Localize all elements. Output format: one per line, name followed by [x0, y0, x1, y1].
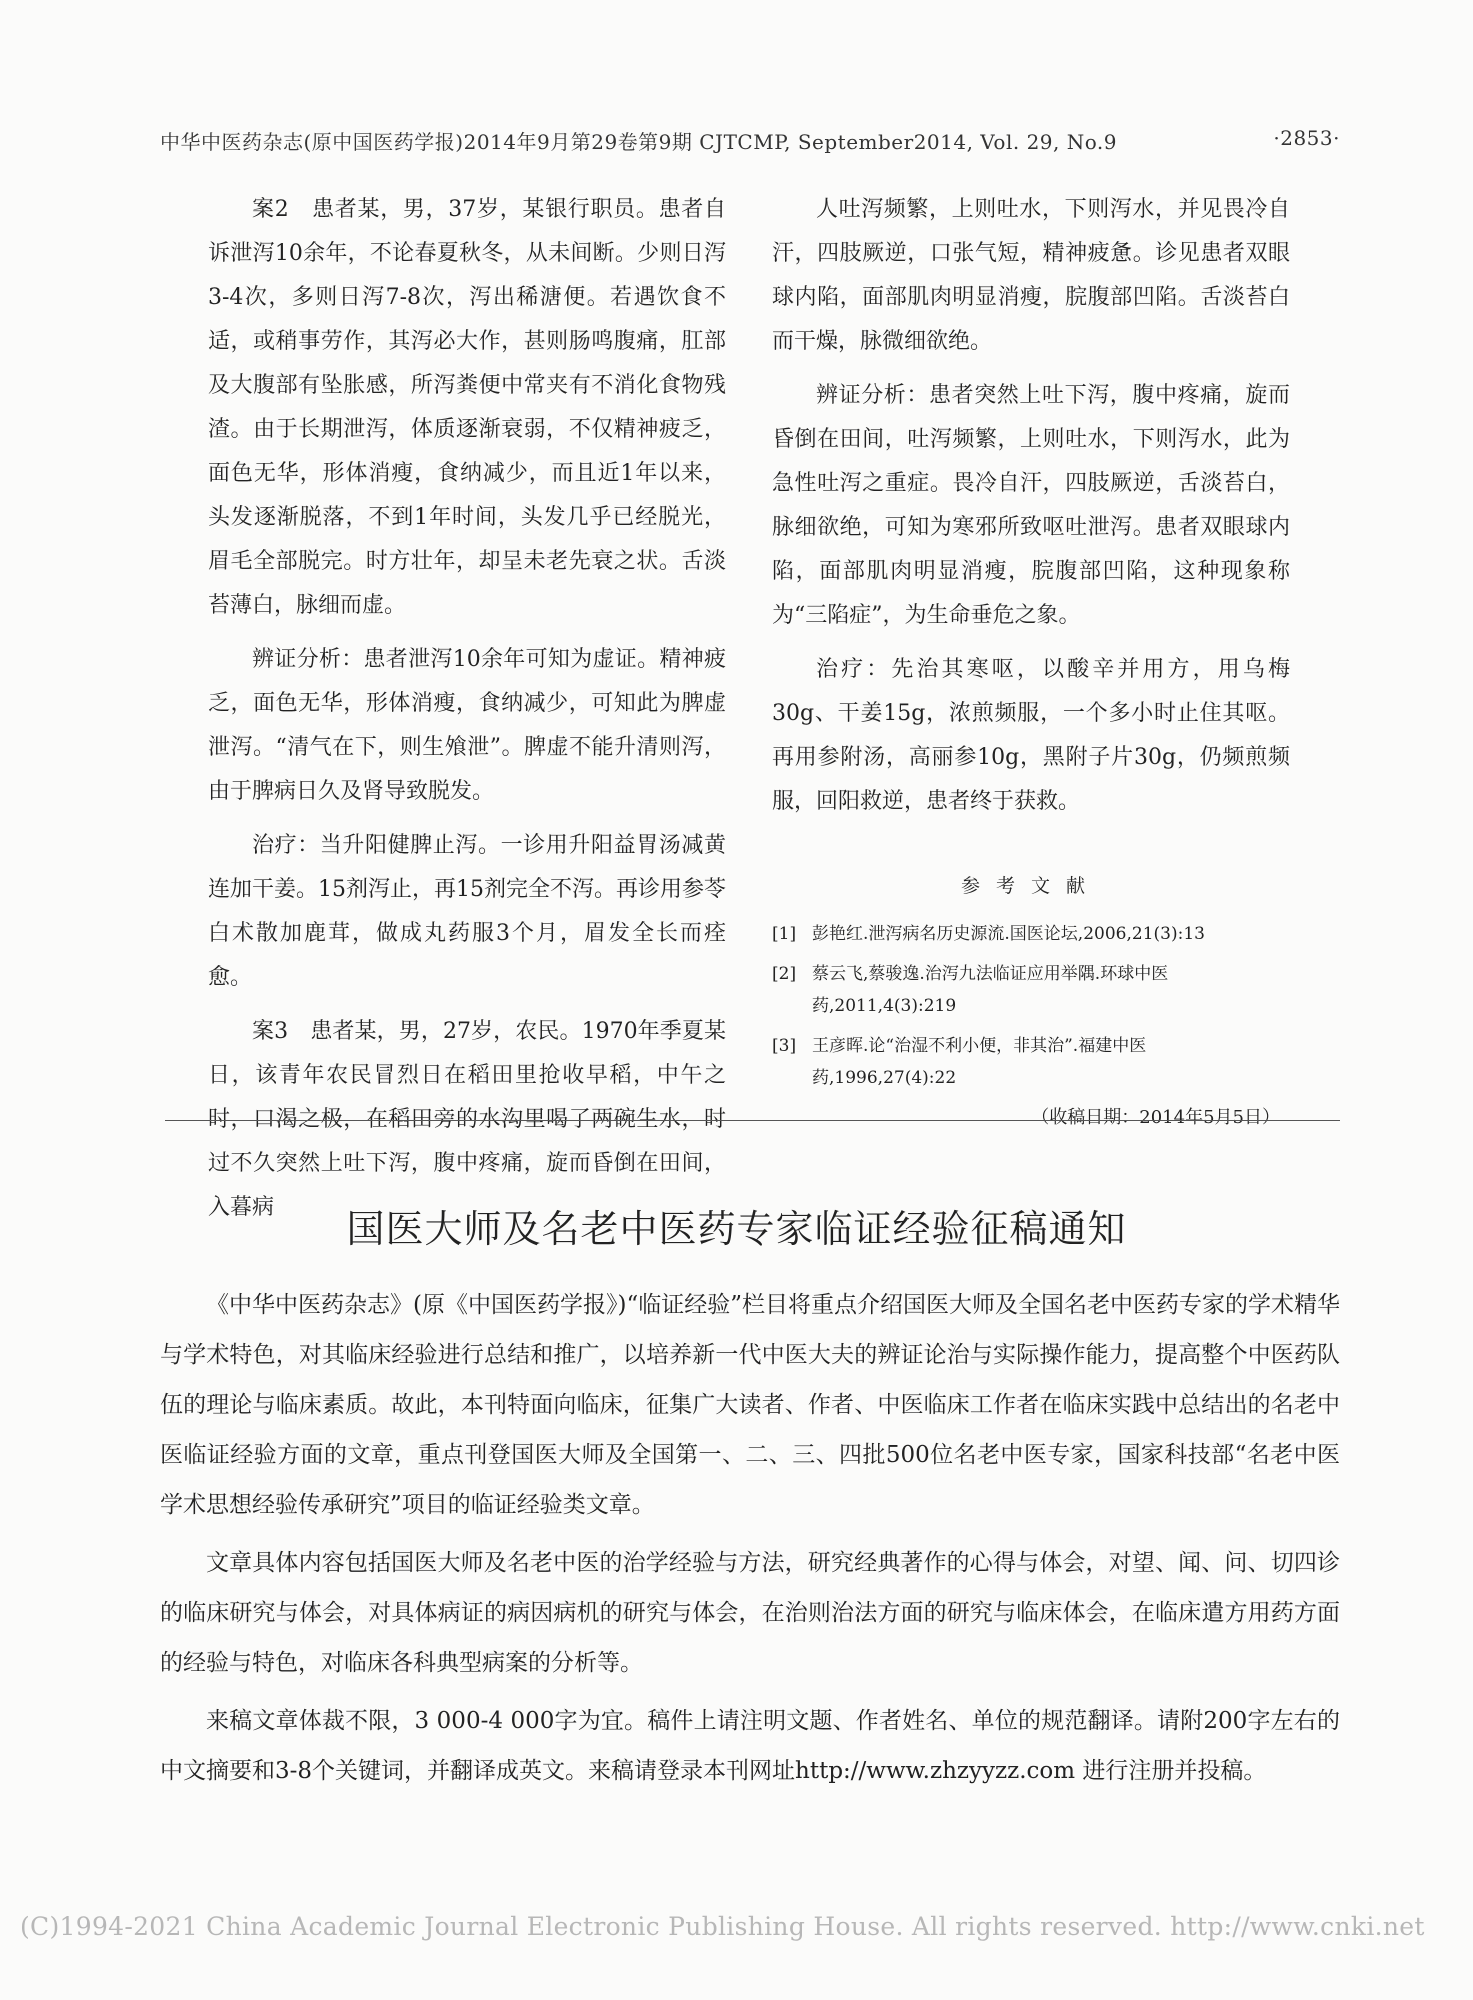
- reference-text: 蔡云飞,蔡骏逸.治泻九法临证应用举隅.环球中医药,2011,4(3):219: [812, 964, 1169, 1016]
- reference-text: 彭艳红.泄泻病名历史源流.国医论坛,2006,21(3):13: [812, 924, 1205, 944]
- reference-number: [3]: [772, 1036, 797, 1056]
- reference-item: [772, 958, 1290, 1022]
- case3-continued-paragraph: 人吐泻频繁，上则吐水，下则泻水，并见畏冷自汗，四肢厥逆，口张气短，精神疲惫。诊见患者双眼球内陷，面部肌肉明显消瘦，脘腹部凹陷。舌淡苔白而干燥，脉微细欲绝。: [772, 197, 1290, 354]
- case3-analysis-paragraph: 辨证分析：患者突然上吐下泻，腹中疼痛，旋而昏倒在田间，吐泻频繁，上则吐水，下则泻水，此为急性吐泻之重症。畏冷自汗，四肢厥逆，舌淡苔白，脉细欲绝，可知为寒邪所致呕吐泄泻。患者双眼球内陷，面部肌肉明显消瘦，脘腹部凹陷，这种现象称为“三陷症”，为生命垂危之象。: [772, 383, 1290, 628]
- copyright-footer: (C)1994-2021 China Academic Journal Electronic Publishing House. All rights reserved. http://www.cnki.net: [20, 1912, 1425, 1941]
- left-column: [208, 188, 726, 1240]
- page-number: ·2853·: [1273, 126, 1340, 150]
- running-header: [160, 126, 1340, 155]
- notice-body: [160, 1280, 1340, 1804]
- reference-item: [772, 918, 1290, 950]
- journal-citation: 中华中医药杂志(原中国医药学报)2014年9月第29卷第9期 CJTCMP, September2014, Vol. 29, No.9: [160, 130, 1118, 154]
- received-date: （收稿日期：2014年5月5日）: [1031, 1107, 1280, 1128]
- case2-treatment-paragraph: 治疗：当升阳健脾止泻。一诊用升阳益胃汤减黄连加干姜。15剂泻止，再15剂完全不泻。再诊用参苓白术散加鹿茸，做成丸药服3个月，眉发全长而痊愈。: [208, 833, 726, 990]
- case3-paragraph: 案3 患者某，男，27岁，农民。1970年季夏某日，该青年农民冒烈日在稻田里抢收早稻，中午之时，口渴之极，在稻田旁的水沟里喝了两碗生水，时过不久突然上吐下泻，腹中疼痛，旋而昏倒在田间，入暮病: [208, 1019, 726, 1220]
- case2-analysis-paragraph: 辨证分析：患者泄泻10余年可知为虚证。精神疲乏，面色无华，形体消瘦，食纳减少，可知此为脾虚泄泻。“清气在下，则生飧泄”。脾虚不能升清则泻，由于脾病日久及肾导致脱发。: [208, 647, 726, 804]
- reference-number: [1]: [772, 924, 797, 944]
- references-title: 参考文献: [960, 875, 1101, 897]
- reference-item: [772, 1030, 1290, 1094]
- notice-paragraph: 文章具体内容包括国医大师及名老中医的治学经验与方法，研究经典著作的心得与体会，对望、闻、问、切四诊的临床研究与体会，对具体病证的病因病机的研究与体会，在治则治法方面的研究与临床体会，在临床遣方用药方面的经验与特色，对临床各科典型病案的分析等。: [160, 1550, 1340, 1676]
- reference-text: 王彦晖.论“治湿不利小便，非其治”.福建中医药,1996,27(4):22: [812, 1036, 1147, 1088]
- notice-paragraph: 《中华中医药杂志》(原《中国医药学报》)“临证经验”栏目将重点介绍国医大师及全国名老中医药专家的学术精华与学术特色，对其临床经验进行总结和推广，以培养新一代中医大夫的辨证论治与实际操作能力，提高整个中医药队伍的理论与临床素质。故此，本刊特面向临床，征集广大读者、作者、中医临床工作者在临床实践中总结出的名老中医临证经验方面的文章，重点刊登国医大师及全国第一、二、三、四批500位名老中医专家，国家科技部“名老中医学术思想经验传承研究”项目的临证经验类文章。: [160, 1292, 1340, 1518]
- notice-title: 国医大师及名老中医药专家临证经验征稿通知: [346, 1207, 1127, 1251]
- case3-treatment-paragraph: 治疗：先治其寒呕，以酸辛并用方，用乌梅30g、干姜15g，浓煎频服，一个多小时止住其呕。再用参附汤，高丽参10g，黑附子片30g，仍频煎频服，回阳救逆，患者终于获救。: [772, 657, 1290, 814]
- notice-paragraph: 来稿文章体裁不限，3 000-4 000字为宜。稿件上请注明文题、作者姓名、单位的规范翻译。请附200字左右的中文摘要和3-8个关键词，并翻译成英文。来稿请登录本刊网址http://www.zhzyyzz.com 进行注册并投稿。: [160, 1708, 1340, 1784]
- reference-number: [2]: [772, 964, 797, 984]
- right-column: [772, 188, 1290, 1134]
- case2-paragraph: 案2 患者某，男，37岁，某银行职员。患者自诉泄泻10余年，不论春夏秋冬，从未间断。少则日泻3-4次，多则日泻7-8次，泻出稀溏便。若遇饮食不适，或稍事劳作，其泻必大作，甚则肠鸣腹痛，肛部及大腹部有坠胀感，所泻粪便中常夹有不消化食物残渣。由于长期泄泻，体质逐渐衰弱，不仅精神疲乏，面色无华，形体消瘦，食纳减少，而且近1年以来，头发逐渐脱落，不到1年时间，头发几乎已经脱光，眉毛全部脱完。时方壮年，却呈未老先衰之状。舌淡苔薄白，脉细而虚。: [208, 197, 726, 618]
- section-divider: [165, 1120, 1340, 1121]
